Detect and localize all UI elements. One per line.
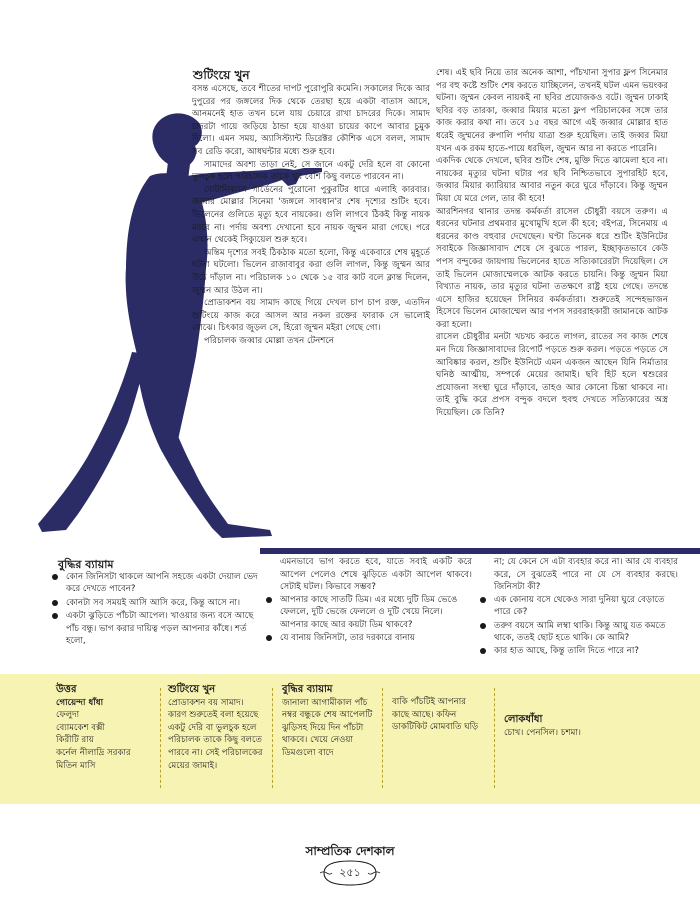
- puzzle-column-2: [264, 556, 472, 671]
- answers-goyenda-title: গোয়েন্দা ধাঁধা: [56, 697, 104, 708]
- question-item: আপনার কাছে সাতটি ডিম। এর মধ্যে দুটি ডিম ভেঙে ফেললে, দুটি ভেজে ফেললে ও দুটি খেয়ে নিলে। আপনার কাছে আর কয়টা ডিম থাকবে?: [264, 594, 472, 631]
- story-paragraph: সামাদের অবশ্য তাড়া নেই, সে জানে একটু দেরি হলে বা কোনো ভুলচুক হলে পরিচালক তাকে খুব বেশি কিছু বলতে পারবেন না।: [192, 159, 430, 183]
- page-number: ২৫১: [339, 866, 361, 879]
- answers-buddhi-title: বুদ্ধির ব্যায়াম: [282, 684, 333, 695]
- answer-line: কর্নেল নীলাদ্রি সরকার: [56, 747, 131, 758]
- story-title: শুটিংয়ে খুন: [193, 68, 250, 82]
- story-left-column: [192, 83, 430, 523]
- answers-shooting: [168, 684, 264, 772]
- answers-box: [0, 674, 700, 804]
- answer-line: মিতিন মাসি: [56, 760, 96, 771]
- question-list: [50, 571, 258, 647]
- answers-separator: [494, 688, 495, 788]
- story-paragraph: বসন্ত এসেছে, তবে শীতের দাপট পুরোপুরি কমেনি। সকালের দিকে আর দুপুরের পর জঙ্গলের দিক থেকে তেরছা হয়ে একটা বাতাস আসে, আনমনেই হাত তখন চলে যায় চেয়ারে রাখা চাদরের দিকে। সামাদ চাদরটা গায়ে জড়িয়ে ঠান্ডা হয়ে যাওয়া চায়ের কাপে আবার চুমুক দিলো। এমন সময়, অ্যাসিস্ট্যান্ট ডিরেক্টর কৌশিক এসে বলল, সামাদ সব রেডি করো, আধঘন্টার মধ্যে শুরু হবে।: [192, 84, 430, 157]
- answer-line: কিরীটি রায়: [56, 735, 94, 746]
- answer-line: ব্যোমকেশ বক্সী: [56, 722, 105, 733]
- question-list: [478, 594, 678, 658]
- answers-baki: [392, 696, 484, 734]
- story-paragraph: প্রোডাকশন বয় সামাদ কাছে গিয়ে দেখল চাপ চাপ রক্ত, এতদিন শুটিংয়ে কাজ করে আসল আর নকল রক্তের ফারাক সে ভালোই বোঝে। চিৎকার জুড়ল সে, হিরো জুম্মন মইরা গেছে গো।: [192, 298, 430, 334]
- question-list: [264, 594, 472, 645]
- question-item: যে বানায় জিনিসটা, তার দরকারে বানায়: [264, 632, 472, 644]
- section-divider: [260, 548, 700, 554]
- puzzle-column-1: [50, 571, 258, 671]
- answers-separator: [382, 688, 383, 788]
- answer-line: ফেলুদা: [56, 710, 80, 721]
- story-paragraph: আরশিনগর থানার তদন্ত কর্মকর্তা রাসেল চৌধুরী বয়সে তরুণ। এ ধরনের ঘটনার প্রথমবার মুখোমুখি হলে কী হবে; বইপত্র, সিনেমায় এ ধরনের কাণ্ড বহুবার দেখেছেন। ঘণ্টা তিনেক ধরে শুটিং ইউনিটের সবাইকে জিজ্ঞাসাবাদ শেষে সে বুঝতে পারল, ইচ্ছাকৃতভাবে কেউ পপস বন্দুকের জায়গায় ভিলেনের হাতে সত্যিকারেরটা দিয়েছিল। সে তাই ভিলেন মোজাম্মেলকে আটক করতে চায়নি। কিন্তু জুম্মন মিয়া বিখ্যাত নায়ক, তার মৃত্যুর ঘটনা ততক্ষণে রাষ্ট্র হয়ে গেছে। তদন্তে এসে হাজির হয়েছেন সিনিয়র কর্মকর্তারা। শুরুতেই সন্দেহভাজন হিসেবে ভিলেন মোজাম্মেল আর পপস সরবরাহকারী জামানকে আটক করা হলো।: [436, 206, 668, 330]
- answer-text: চোখ। পেনসিল। চশমা।: [504, 727, 581, 738]
- story-right-column: [436, 67, 668, 539]
- answers-separator: [272, 688, 273, 788]
- question-item: কার হাত আছে, কিন্তু তালি দিতে পারে না?: [478, 645, 678, 657]
- magazine-name: সাম্প্রতিক দেশকাল: [305, 844, 395, 858]
- story-paragraph: একদিক থেকে দেখলে, ছবির শুটিং শেষ, মুক্তি দিতে ঝামেলা হবে না। নায়কের মৃত্যুর ঘটনা ঘটার পর ছবি নিশ্চিতভাবে সুপারহিট হবে, জব্বার মিয়ার ক্যারিয়ার আবার নতুন করে ঘুরে দাঁড়াবে। কিন্তু জুম্মন মিয়া যে মরে গেল, তার কী হবে!: [436, 156, 668, 204]
- story-paragraph: বোটানিক্যাল গার্ডেনের পুরোনো পুকুরটির ধারে এলাহি কারবার। জব্বার মোল্লার সিনেমা 'জঙ্গলে সাবধান'র শেষ দৃশ্যের শুটিং হবে। ভিলেনের গুলিতে মৃত্যু হবে নায়কের। গুলি লাগবে ঠিকই কিন্তু নায়ক মরবে না। পর্দায় অবশ্য দেখানো হবে নায়ক জুম্মন মারা গেছে। পরে এখান থেকেই সিক্যুয়েল শুরু হবে।: [192, 184, 430, 246]
- answers-heading: উত্তর: [56, 684, 77, 695]
- answers-lokdhadha-title: লোকধাঁধা: [504, 714, 543, 725]
- story-paragraph: অন্তিম দৃশ্যের সবই ঠিকঠাক মতো হলো, কিন্তু একেবারে শেষ মুহূর্তে ঘটনা ঘটলো। ভিলেন রাজাবাবুর করা গুলি লাগল, কিন্তু জুম্মন আর উঠে দাঁড়াল না। পরিচালক ১০ থেকে ১৫ বার কাট বলে ক্লান্ত দিলেন, জুম্মন আর উঠল না।: [192, 247, 430, 296]
- answer-text: বাকি পাঁচটিই আপনার কাছে আছে। কফিন ডাকটিকিট মোমবাতি ঘড়ি: [392, 697, 479, 733]
- answer-text: জানালা আগামীকাল পাঁচ নম্বর বন্ধুকে শেষ আপেলটি ঝুড়িসহ দিয়ে দিন পাঁচটা থাকবে। খেয়ে নেওয়া ডিমগুলো বাদে: [282, 697, 373, 758]
- story-paragraph: পরিচালক জব্বার মোল্লা তখন টেনশনে: [204, 335, 334, 346]
- puzzle-title: বুদ্ধির ব্যায়াম: [58, 558, 114, 571]
- answers-goyenda: [56, 684, 152, 772]
- answers-buddhi: [282, 684, 374, 760]
- puzzle-column-3: [478, 556, 678, 671]
- answers-lokdhadha: [504, 714, 684, 739]
- story-paragraph: রাসেল চৌধুরীর মনটা খচখচ করতে লাগল, রাতের সব কাজ শেষে মন দিয়ে জিজ্ঞাসাবাদের রিপোর্ট পড়তে শুরু করল। পড়তে পড়তে সে আবিষ্কার করল, শুটিং ইউনিটে এমন একজন আছেন যিনি নির্মাতার ঘনিষ্ঠ আত্মীয়, সম্পর্কে মেয়ের জামাই। ছবি হিট হলে শ্বশুরের প্রযোজনা সংস্থা ঘুরে দাঁড়াবে, তাহও আর কোনো চিন্তা থাকবে না। তাই বুদ্ধি করে প্রপস বন্দুক বদলে হুবহু দেখতে সত্যিকারের অস্ত্র দিয়েছিল। কে তিনি?: [436, 332, 668, 419]
- answers-separator: [160, 688, 161, 788]
- story-paragraph: শেষ। এই ছবি নিয়ে তার অনেক আশা, পাঁচখানা সুপার ফ্লপ সিনেমার পর বহু কষ্টে শুটিং শেষ করতে যাচ্ছিলেন, তখনই ঘটল এমন ভয়ংকর ঘটনা। জুম্মন কেবল নায়কই না ছবির প্রযোজকও বটে। জুম্মন ঢাকাই ছবির বড় তারকা, জব্বার মিয়ার মতো ফ্লপ পরিচালকের সঙ্গে তার কাজ করার কথা না। তবে ১৫ বছর আগে এই জব্বার মোল্লার হাত ধরেই জুম্মনের রুপালি পর্দায় যাত্রা শুরু হয়েছিল। তাই জব্বর মিয়া যখন এক রকম হাতে-পায়ে ধরছিল, জুম্মন আর না করতে পারেনি।: [436, 68, 668, 154]
- answer-text: প্রোডাকশন বয় সামাদ। কারণ শুরুতেই বলা হয়েছে একটু দেরি বা ভুলচুক হলে পরিচালক তাকে কিছু বলতে পারবে না। সেই পরিচালকের মেয়ের জামাই।: [168, 697, 263, 771]
- question-item: কোন জিনিসটা থাকলে আপনি সহজে একটা দেয়াল ভেদ করে দেখতে পাবেন?: [50, 571, 258, 596]
- question-continued: এমনভাবে ভাগ করতে হবে, যাতে সবাই একটি করে আপেল পেলেও শেষে ঝুড়িতে একটা আপেল থাকবে। সেটাই ঘটল। কিভাবে সম্ভব?: [280, 557, 472, 593]
- answers-shooting-title: শুটিংয়ে খুন: [168, 684, 216, 695]
- question-continued: না; যে কেনে সে এটা ব্যবহার করে না। আর যে ব্যবহার করে, সে বুঝতেই পারে না যে সে ব্যবহার করছে। জিনিসটা কী?: [494, 557, 678, 593]
- question-item: তরুণ বয়সে আমি লম্বা থাকি। কিন্তু আয়ু যত কমতে থাকে, ততই ছোট হতে থাকি। কে আমি?: [478, 620, 678, 645]
- question-item: এক কোনায় বসে থেকেও সারা দুনিয়া ঘুরে বেড়াতে পারে কে?: [478, 594, 678, 619]
- question-item: একটা ঝুড়িতে পাঁচটা আপেল। খাওয়ার জন্য বসে আছে পাঁচ বন্ধু। ভাগ করার দায়িত্ব পড়ল আপনার কাঁধে। শর্ত হলো,: [50, 610, 258, 647]
- question-item: কোনটা সব সময়ই আসি আসি করে, কিন্তু আসে না।: [50, 597, 258, 609]
